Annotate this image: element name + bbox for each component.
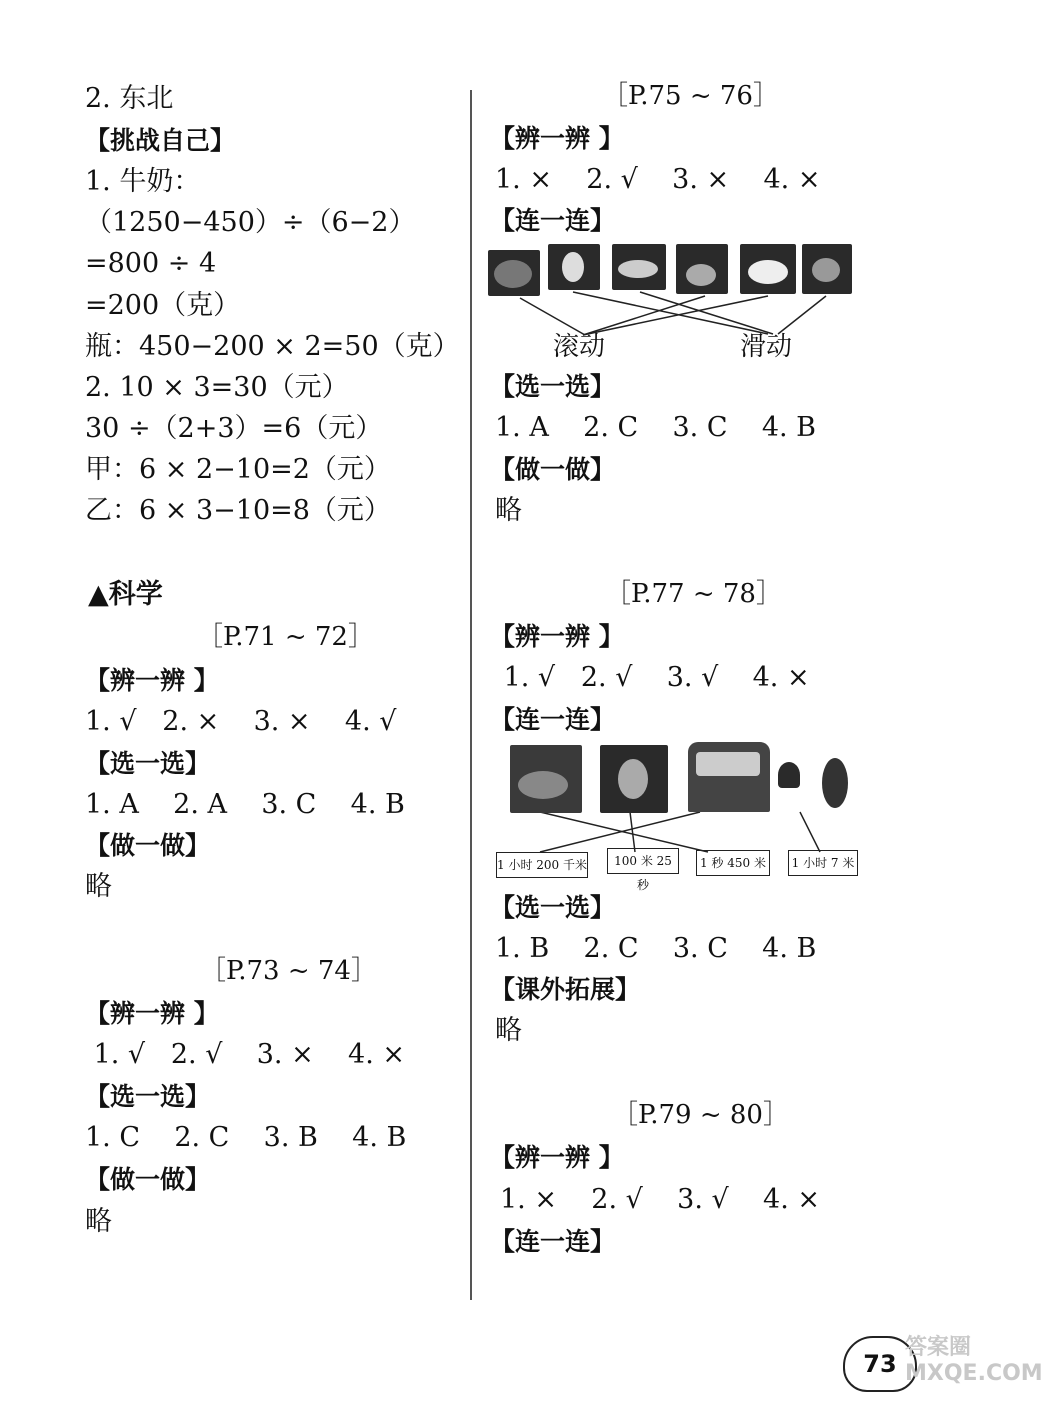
connector-line bbox=[573, 292, 768, 334]
picture bbox=[600, 745, 668, 813]
science-heading: ▲科学 bbox=[88, 579, 163, 610]
connect-label-sliding: 滑动 bbox=[740, 332, 793, 362]
connector-line bbox=[640, 292, 773, 334]
answer-line: 1. C 2. C 3. B 4. B bbox=[85, 1122, 407, 1153]
answer-line: 略 bbox=[85, 871, 112, 902]
connector-line bbox=[778, 296, 826, 334]
section-label: 【选一选】 bbox=[490, 893, 616, 922]
section-label: 【连一连】 bbox=[490, 1227, 616, 1256]
picture bbox=[822, 758, 848, 808]
section-label: 【连一连】 bbox=[490, 206, 616, 235]
answer-line: 甲：6 × 2−10=2（元） bbox=[85, 454, 391, 485]
answer-line: =800 ÷ 4 bbox=[85, 248, 217, 279]
answer-line: 1. √ 2. × 3. × 4. √ bbox=[85, 706, 397, 737]
speed-box: 1 小时 200 千米 bbox=[496, 852, 588, 878]
answer-line: （1250−450）÷（6−2） bbox=[85, 207, 416, 238]
picture bbox=[778, 762, 800, 788]
answer-line: 1. B 2. C 3. C 4. B bbox=[495, 933, 817, 964]
answer-line: 1. √ 2. √ 3. √ 4. × bbox=[495, 662, 810, 693]
answer-line: 30 ÷（2+3）=6（元） bbox=[85, 413, 383, 444]
section-label: 【辨一辨 】 bbox=[490, 622, 624, 651]
answer-line: 略 bbox=[495, 1015, 522, 1046]
page-range: ［P.77 ~ 78］ bbox=[605, 579, 782, 609]
page-number: 73 bbox=[843, 1336, 917, 1392]
section-label: 【做一做】 bbox=[85, 831, 211, 860]
answer-line: 2. 10 × 3=30（元） bbox=[85, 372, 349, 403]
section-label: 【挑战自己】 bbox=[85, 126, 236, 155]
answer-line: 2. 东北 bbox=[85, 83, 174, 114]
answer-line: 1. × 2. √ 3. √ 4. × bbox=[500, 1184, 821, 1215]
answer-line: 1. √ 2. √ 3. × 4. × bbox=[85, 1039, 406, 1070]
section-label: 【辨一辨 】 bbox=[85, 666, 219, 695]
watermark: 答案圈 MXQE.COM bbox=[905, 1335, 1043, 1386]
answer-line: 瓶：450−200 × 2=50（克） bbox=[85, 331, 460, 362]
answer-line: 1. × 2. √ 3. × 4. × bbox=[495, 164, 821, 195]
train-picture bbox=[688, 742, 770, 812]
section-label: 【选一选】 bbox=[85, 1082, 211, 1111]
page-range: ［P.79 ~ 80］ bbox=[612, 1100, 789, 1130]
connect-label-rolling: 滚动 bbox=[553, 332, 606, 362]
section-label: 【辨一辨 】 bbox=[490, 1143, 624, 1172]
section-label: 【做一做】 bbox=[85, 1165, 211, 1194]
section-label: 【辨一辨 】 bbox=[85, 999, 219, 1028]
section-label: 【做一做】 bbox=[490, 455, 616, 484]
picture bbox=[510, 745, 582, 813]
page-range: ［P.71 ~ 72］ bbox=[197, 622, 374, 652]
speed-box: 100 米 25 秒 bbox=[607, 848, 679, 874]
section-label: 【选一选】 bbox=[490, 372, 616, 401]
connector-line bbox=[800, 812, 820, 852]
answer-line: 略 bbox=[495, 495, 522, 526]
section-label: 【课外拓展】 bbox=[490, 975, 641, 1004]
speed-box: 1 小时 7 米 bbox=[788, 850, 858, 876]
answer-line: 略 bbox=[85, 1206, 112, 1237]
answer-line: =200（克） bbox=[85, 290, 241, 321]
connector-line bbox=[630, 812, 635, 852]
section-label: 【选一选】 bbox=[85, 749, 211, 778]
answer-line: 1. A 2. A 3. C 4. B bbox=[85, 789, 405, 820]
answer-line: 乙：6 × 3−10=8（元） bbox=[85, 495, 391, 526]
page-range: ［P.75 ~ 76］ bbox=[602, 81, 779, 111]
section-label: 【辨一辨 】 bbox=[490, 124, 624, 153]
answer-line: 1. 牛奶： bbox=[85, 166, 201, 197]
answer-line: 1. A 2. C 3. C 4. B bbox=[495, 412, 817, 443]
speed-box: 1 秒 450 米 bbox=[696, 850, 770, 876]
section-label: 【连一连】 bbox=[490, 705, 616, 734]
page-range: ［P.73 ~ 74］ bbox=[200, 956, 377, 986]
